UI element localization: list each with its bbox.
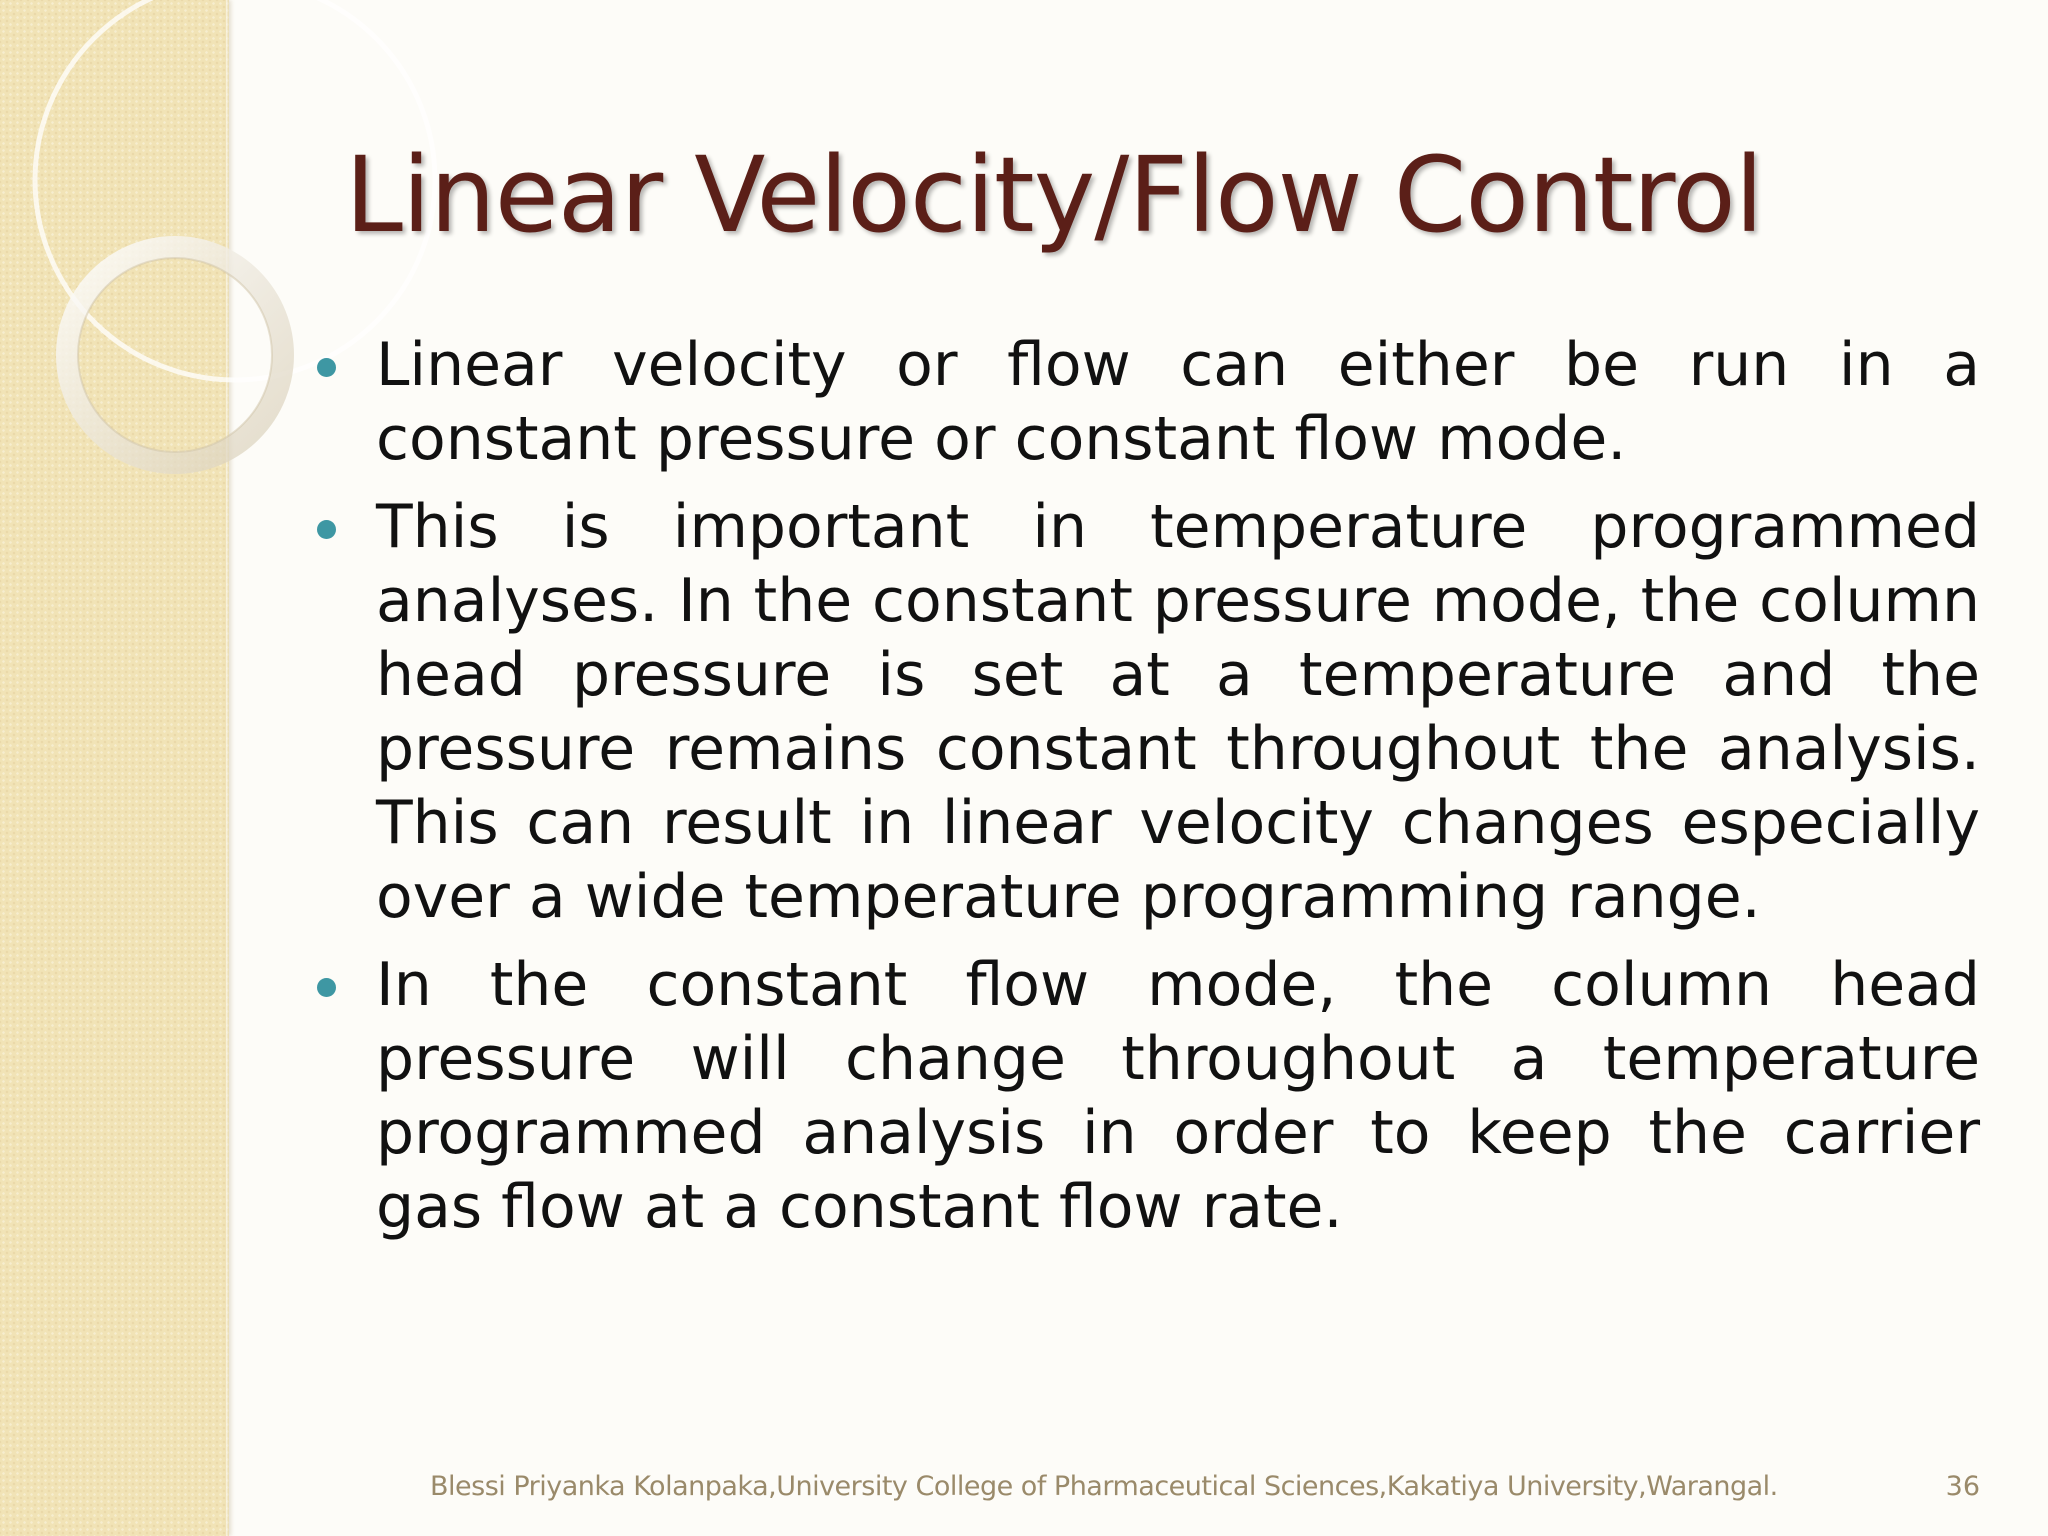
bullet-item [376, 328, 1980, 476]
bullet-list [376, 328, 1980, 1258]
bullet-item [376, 490, 1980, 934]
small-ring-inner-shape [78, 258, 272, 452]
slide-footer: Blessi Priyanka Kolanpaka,University College of Pharmaceutical Sciences,Kakatiya University,Warangal. [430, 1471, 1778, 1502]
bullet-dot-icon [317, 520, 336, 539]
bullet-text: In the constant flow mode, the column head pressure will change throughout a temperature programmed analysis in order to keep the carrier gas flow at a constant flow rate. [376, 950, 1980, 1242]
bullet-text: This is important in temperature programmed analyses. In the constant pressure mode, the column head pressure is set at a temperature and the pressure remains constant throughout the analysis. This can result in linear velocity changes especially over a wide temperature programming range. [376, 492, 1980, 932]
bullet-dot-icon [317, 978, 336, 997]
slide-title: Linear Velocity/Flow Control [345, 134, 1763, 256]
bullet-dot-icon [317, 358, 336, 377]
slide-page-number: 36 [1945, 1471, 1980, 1502]
bullet-text: Linear velocity or flow can either be run in a constant pressure or constant flow mode. [376, 330, 1980, 474]
decorative-rings [0, 0, 300, 520]
bullet-item [376, 948, 1980, 1244]
small-ring-shape [67, 247, 283, 463]
